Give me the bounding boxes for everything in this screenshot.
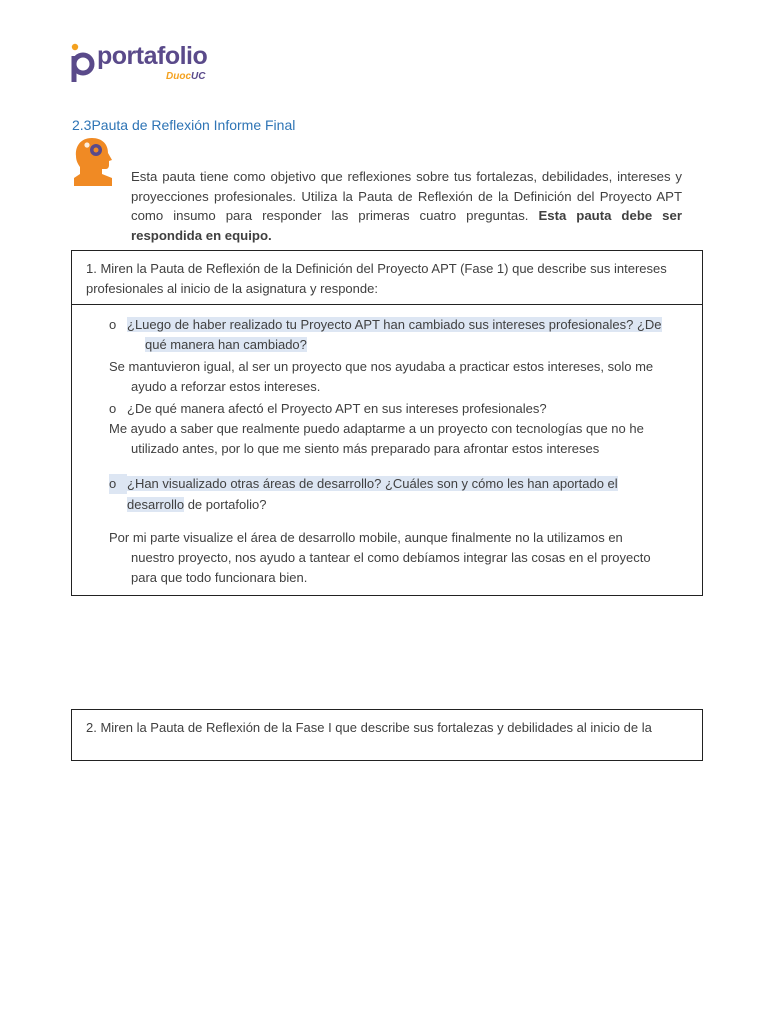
bullet-marker: o (109, 317, 117, 332)
logo-mark-icon (70, 42, 96, 86)
question-2-header: 2. Miren la Pauta de Reflexión de la Fase I que describe sus fortalezas y debilidades al inicio de la (86, 720, 652, 735)
question-1-box (71, 250, 703, 596)
answer-2-line2: utilizado antes, por lo que me siento más preparado para afrontar estos intereses (131, 441, 600, 456)
sub-question-3-line2a: desarrollo (127, 497, 185, 512)
sub-question-3 (109, 474, 618, 494)
answer-1-line1: Se mantuvieron igual, al ser un proyecto que nos ayudaba a practicar estos intereses, solo me (109, 359, 654, 374)
intro-bold-text: Esta pauta debe ser respondida en equipo. (131, 208, 682, 243)
sub-question-3-line1: ¿Han visualizado otras áreas de desarrollo? ¿Cuáles son y cómo les han aportado el (127, 476, 618, 491)
bullet-marker: o (109, 401, 117, 416)
answer-3-line1: Por mi parte visualize el área de desarrollo mobile, aunque finalmente no la utilizamos en (109, 530, 623, 545)
question-2-box (71, 709, 703, 761)
answer-3-line2: nuestro proyecto, nos ayudo a tantear el como debíamos integrar las cosas en el proyecto (131, 550, 651, 565)
answer-2-line1: Me ayudo a saber que realmente puedo adaptarme a un proyecto con tecnologías que no he (109, 421, 644, 436)
sub-question-3-line2b: de portafolio? (184, 497, 267, 512)
answer-3-line3: para que todo funcionara bien. (131, 570, 308, 585)
logo-brand: DuocUC (166, 71, 206, 82)
portafolio-logo (70, 42, 220, 86)
intro-paragraph (131, 167, 682, 245)
sub-question-1-line1: ¿Luego de haber realizado tu Proyecto APT han cambiado sus intereses profesionales? ¿De (127, 317, 662, 332)
sub-question-2-line1: ¿De qué manera afectó el Proyecto APT en sus intereses profesionales? (127, 401, 547, 416)
sub-question-1 (109, 315, 662, 335)
logo-wordmark: portafolio (97, 42, 208, 70)
intro-text: Esta pauta tiene como objetivo que reflexiones sobre tus fortalezas, debilidades, intereses y proyecciones profesionales. Utiliza la Pauta de Reflexión de la Definición del Proyecto APT como insumo para responder las primeras cuatro preguntas. (131, 169, 682, 223)
question-1-header: 1. Miren la Pauta de Reflexión de la Definición del Proyecto APT (Fase 1) que describe sus intereses profesionales al inicio de la asignatura y responde: (72, 251, 702, 305)
answer-1-line2: ayudo a reforzar estos intereses. (131, 379, 321, 394)
section-title: 2.3Pauta de Reflexión Informe Final (72, 117, 296, 133)
sub-question-2 (109, 399, 547, 419)
bullet-marker: o (109, 474, 127, 494)
sub-question-1-line2: qué manera han cambiado? (145, 337, 307, 352)
head-gear-icon (72, 136, 114, 186)
